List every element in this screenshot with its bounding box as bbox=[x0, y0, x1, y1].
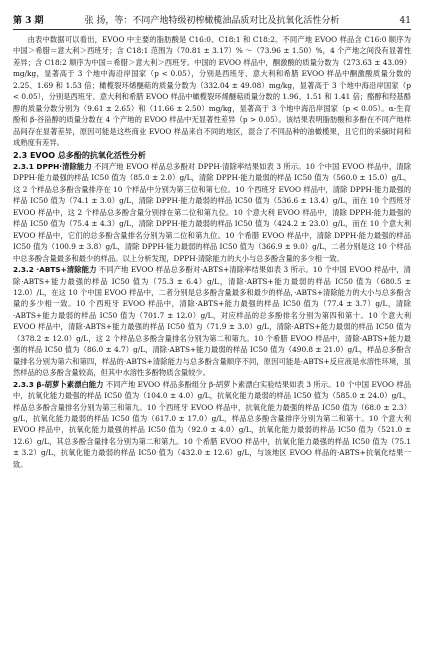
page-header bbox=[13, 10, 411, 30]
page-number: 41 bbox=[399, 16, 411, 26]
subsection-title-carotene: 2.3.3 β-胡萝卜素漂白能力 bbox=[13, 379, 104, 389]
results-paragraph: 由表中数据可以看出，EVOO 中主要的脂肪酸是 C16:0、C18:1 和 C18:2。不同产地 EVOO 样品含 C16:0 顺序为中国＞希腊＝意大利＞西班牙；含 C18:1 范围为（70.81 ± 3.17）% ～（73.96 ± 1.50）%，4 个产地之间没有显著性差异；含 C18:2 顺序为中国＝希腊＞意大利＞西班牙。中国的 EVOO 样品中，酮激酸的质量分数为（273.63 ± 43.09）mg/kg，显著高于 3 个地中海沿岸国家（p < 0.05），分别是西班牙、意大利和希腊 EVOO 样品中酮激酸质量分数的 2.25、1.69 和 1.53 倍；橄榄裂环烯醚萜的质量分数为（332.04 ± 49.08）mg/kg，显著高于 3 个地中海沿岸国家（p < 0.05），分别是西班牙、意大利和希腊 EVOO 样品中橄榄裂环烯醚萜质量分数的 1.96、1.51 和 1.41 倍；酪醇和羟基酪醇的质量分数分别为（9.61 ± 2.65）和（11.66 ± 2.50）mg/kg，显著高于 3 个地中海沿岸国家（p < 0.05）。α-生育酚和 β-谷甾醇的质量分数在 4 个产地的 EVOO 样品中无显著性差异（p > 0.05）。该结果表明脂肪酸和多酚在不同产地样品间存在显著差异，原因可能是这些商业 EVOO 样品来自不同的地区，混合了不同品种的油橄榄果，且它们的采摘时间和成熟度有差异。 bbox=[13, 35, 411, 148]
subsection-dpph bbox=[13, 161, 411, 264]
subsection-title-abts: 2.3.2 ·ABTS+清除能力 bbox=[13, 265, 97, 275]
subsection-text-dpph: 不同产地 EVOO 样品总多酚对 DPPH·清除率结果如表 3 所示。10 个中国 EVOO 样品中，清除 DPPH·能力最强的样品 IC50 值为（85.0 ± 2.0）g/L，清除 DPPH·能力最弱的样品 IC50 值为（560.0 ± 15.0）g/L，这 2 个样品总多酚含量排序在 10 个样品中分别为第三位和第七位。10 个西班牙 EVOO 样品中，清除 DPPH·能力最强的样品 IC50 值为（74.1 ± 3.0）g/L，清除 DPPH·能力最弱的样品 IC50 值为（536.6 ± 13.4）g/L，而在 10 个西班牙 EVOO 样品中，这 2 个样品总多酚含量分别排在第二位和第九位。10 个意大利 EVOO 样品中，清除 DPPH·能力最强的样品 IC50 值为（75.4 ± 4.3）g/L，清除 DPPH·能力最弱的样品 IC50 值为（424.2 ± 23.0）g/L，而在 10 个意大利 EVOO 样品中，它们的总多酚含量排名分别为第二位和第九位。10 个希腊 EVOO 样品中，清除 DPPH·能力最强的样品 IC50 值为（100.9 ± 3.8）g/L，清除 DPPH·能力最弱的样品 IC50 值为（366.9 ± 9.0）g/L，二者分别是这 10 个样品中总多酚含量最多和最少的样品。以上分析发现，DPPH·清除能力的大小与总多酚含量的多少相一致。 bbox=[13, 161, 411, 263]
section-heading: 2.3 EVOO 总多酚的抗氧化活性分析 bbox=[13, 150, 146, 160]
subsection-text-carotene: 不同产地 EVOO 样品多酚组分 β-胡萝卜素漂白实验结果如表 3 所示。10 个中国 EVOO 样品中，抗氧化能力最强的样品 IC50 值为（104.0 ± 4.0）g/L，抗氧化能力最弱的样品 IC50 值为（585.0 ± 24.0）g/L，样品总多酚含量排名分别为第三和第九。10 个西班牙 EVOO 样品中，抗氧化能力最强的样品 IC50 值为（68.0 ± 2.3）g/L，抗氧化能力最弱的样品 IC50 值为（617.0 ± 17.0）g/L，样品总多酚含量排序分别为第二和第十。10 个意大利 EVOO 样品中，抗氧化能力最强的样品 IC50 值为（92.0 ± 4.0）g/L，抗氧化能力最弱的样品 IC50 值为（521.0 ± 12.6）g/L，其总多酚含量排名分别为第二和第九。10 个希腊 EVOO 样品中，抗氧化能力最强的样品 IC50 值为（75.1 ± 3.2）g/L，抗氧化能力最弱的样品 IC50 值为（432.0 ± 12.6）g/L，与该地区 EVOO 样品的·ABTS+抗氧化结果一致。 bbox=[13, 379, 411, 469]
running-title: 张 扬，等：不同产地特级初榨橄榄油品质对比及抗氧化活性分析 bbox=[84, 16, 340, 26]
subsection-title-dpph: 2.3.1 DPPH·清除能力 bbox=[13, 161, 92, 171]
issue-number: 第 3 期 bbox=[13, 16, 44, 26]
article-body bbox=[13, 34, 411, 470]
subsection-carotene bbox=[13, 379, 411, 471]
subsection-text-abts: 不同产地 EVOO 样品总多酚对·ABTS+清除率结果如表 3 所示。10 个中国 EVOO 样品中，清除·ABTS+能力最强的样品 IC50 值为（75.3 ± 6.4）g/L，清除·ABTS+能力最弱的样品 IC50 值为（680.5 ± 12.0）/L，在这 10 个中国 EVOO 样品中，二者分别是总多酚含量最多和最少的样品，·ABTS+清除能力的大小与总多酚含量的多少相一致。10 个西班牙 EVOO 样品中，清除·ABTS+能力最强的样品 IC50 值为（77.4 ± 3.7）g/L，清除·ABTS+能力最弱的样品 IC50 值为（701.7 ± 12.0）g/L，对应样品的总多酚排名分别为第四和第十。10 个意大利 EVOO 样品中，清除·ABTS+能力最强的样品 IC50 值为（71.9 ± 3.0）g/L，清除·ABTS+能力最弱的样品 IC50 值为（378.2 ± 12.0）g/L，这 2 个样品总多酚含量排名分别为第二和第九。10 个希腊 EVOO 样品中，清除·ABTS+能力最强的样品 IC50 值为（86.0 ± 4.7）g/L，清除·ABTS+能力最弱的样品 IC50 值为（490.8 ± 21.0）g/L，样品总多酚含量排名分别为第六和第四，样品的·ABTS+清除能力与总多酚含量顺序不同，原因可能是·ABTS+反应液是水溶性环境，虽然样品的总多酚含量较高，但其中水溶性多酚物质含量较少。 bbox=[13, 265, 411, 378]
subsection-abts bbox=[13, 264, 411, 379]
